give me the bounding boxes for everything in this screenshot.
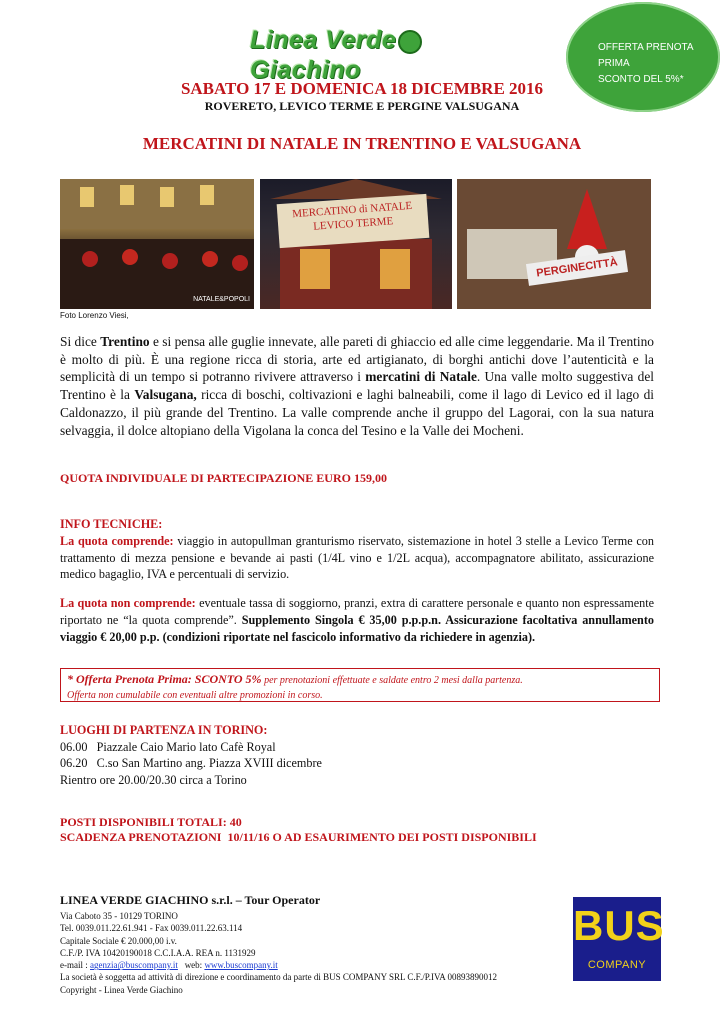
seats-total: POSTI DISPONIBILI TOTALI: 40 (60, 815, 242, 829)
non-comprende-label: La quota non comprende: (60, 596, 196, 610)
photo-watermark: NATALE&POPOLI (193, 296, 250, 303)
footer-vat: C.F./P. IVA 10420190018 C.C.I.A.A. REA n. 1131929 (60, 947, 256, 958)
bus-company-logo (573, 897, 665, 981)
levico-sign-text: MERCATINO di NATALE LEVICO TERME (291, 199, 413, 233)
web-label: web: (177, 960, 205, 971)
photo-rovereto-market (60, 179, 254, 309)
price-line: QUOTA INDIVIDUALE DI PARTECIPAZIONE EURO 159,00 (60, 471, 387, 485)
logo-text-right: Giachino (250, 56, 361, 85)
non-comprende-text: eventuale tassa di soggiorno, pranzi, extra di carattere personale e quanto non espressamente riportato ne “la quota comprende”. (60, 596, 655, 627)
page-title: MERCATINI DI NATALE IN TRENTINO E VALSUGANA (142, 134, 582, 153)
email-label: e-mail : (60, 960, 90, 971)
company-logo (250, 26, 475, 85)
photo-levico-market (260, 179, 452, 309)
footer-contacts (60, 959, 497, 971)
offer-small: per prenotazioni effettuate e saldate entro 2 mesi dalla partenza. (261, 675, 523, 686)
comprende-text: viaggio in autopullman granturismo riservato, sistemazione in hotel 3 stelle a Levico Terme con trattamento di mezza pensione e bevande ai pasti (1/4L vino e 1/2L acqua), accompagnatore abilitato, assicurazione medico bagaglio, IVA e percentuali di servizio. (60, 533, 654, 582)
departure-heading: LUOGHI DI PARTENZA IN TORINO: (60, 723, 268, 737)
footer-info (60, 910, 497, 996)
footer-company: LINEA VERDE GIACHINO s.r.l. – Tour Operator (60, 893, 321, 907)
email-link[interactable]: agenzia@buscompany.it (90, 960, 178, 971)
footer-capital: Capitale Sociale € 20.000,00 i.v. (60, 935, 177, 946)
info-comprende (60, 516, 654, 583)
availability (60, 815, 537, 844)
departure-list (60, 722, 322, 788)
footer-copyright: Copyright - Linea Verde Giachino (60, 984, 183, 995)
badge-line-2: PRIMA (598, 58, 630, 69)
logo-text-left: Linea Verde (250, 26, 397, 54)
offer-box (60, 668, 660, 702)
intro-t2: e si pensa alle guglie innevate, alle pareti di ghiaccio ed alle cime leggendarie. Ma il Trentino è molto di più. È una regione ricca di storia, arte ed artigianato, di borghi antichi dove l’autenticità e la semplicità di un tempo si potranno rivivere attraverso i (60, 334, 654, 385)
info-heading: INFO TECNICHE: (60, 517, 163, 531)
offer-big: * Offerta Prenota Prima: SCONTO 5% (67, 672, 262, 686)
departure-item: 06.20 C.so San Martino ang. Piazza XVIII dicembre (60, 756, 322, 770)
badge-line-1: OFFERTA PRENOTA (598, 42, 694, 53)
bus-logo-big: BUS (573, 902, 665, 949)
event-dates: SABATO 17 E DOMENICA 18 DICEMBRE 2016 (180, 79, 544, 98)
intro-t4: ricca di boschi, coltivazioni e laghi balneabili, come il lago di Levico ed il lago di Caldonazzo, il più grande del Trentino. La valle comprende anche il gruppo del Lagorai, con la sua natura selvaggia, il dolce altopiano della Vigolana la conca del Tesino e la Valle dei Mocheni. (60, 387, 654, 438)
non-comprende-bold: Supplemento Singola € 35,00 p.p.p.n. Assicurazione facoltativa annullamento viaggio € 20,00 p.p. (condizioni riportate nel fascicolo informativo da richiedere in agenzia). (60, 612, 654, 644)
photo-caption: Foto Lorenzo Viesi, (60, 311, 129, 320)
intro-b2: mercatini di Natale (365, 369, 477, 385)
intro-b3: Valsugana, (134, 387, 197, 403)
footer-address: Via Caboto 35 - 10129 TORINO (60, 911, 178, 921)
offer-line2: Offerta non cumulabile con eventuali altre promozioni in corso. (67, 690, 323, 701)
footer-phone: Tel. 0039.011.22.61.941 - Fax 0039.011.22.63.114 (60, 923, 243, 934)
bus-logo-small: COMPANY (587, 959, 647, 971)
photo-pergine-market (457, 179, 651, 309)
web-link[interactable]: www.buscompany.it (204, 960, 278, 971)
booking-deadline: SCADENZA PRENOTAZIONI 10/11/16 O AD ESAURIMENTO DEI POSTI DISPONIBILI (60, 829, 537, 844)
event-places: ROVERETO, LEVICO TERME E PERGINE VALSUGANA (204, 99, 520, 113)
intro-b1: Trentino (100, 334, 150, 349)
intro-paragraph (60, 333, 654, 439)
frog-icon (398, 30, 422, 54)
return-time: Rientro ore 20.00/20.30 circa a Torino (60, 772, 247, 787)
gnome-graphic (457, 179, 651, 309)
info-non-comprende (60, 595, 654, 645)
intro-t3: . Una valle molto suggestiva del Trentino è la (60, 369, 654, 403)
footer-direction: La società è soggetta ad attività di direzione e coordinamento da parte di BUS COMPANY SRL C.F./P.IVA 00893890012 (60, 972, 498, 983)
badge-line-3: SCONTO DEL 5%* (598, 74, 684, 85)
intro-t1: Si dice (60, 334, 101, 349)
crowd-lights-graphic (60, 179, 254, 309)
pergine-sign: PERGINECITTÀ (526, 250, 628, 286)
comprende-label: La quota comprende: (60, 533, 174, 548)
departure-item: 06.00 Piazzale Caio Mario lato Cafè Royal (60, 739, 276, 754)
